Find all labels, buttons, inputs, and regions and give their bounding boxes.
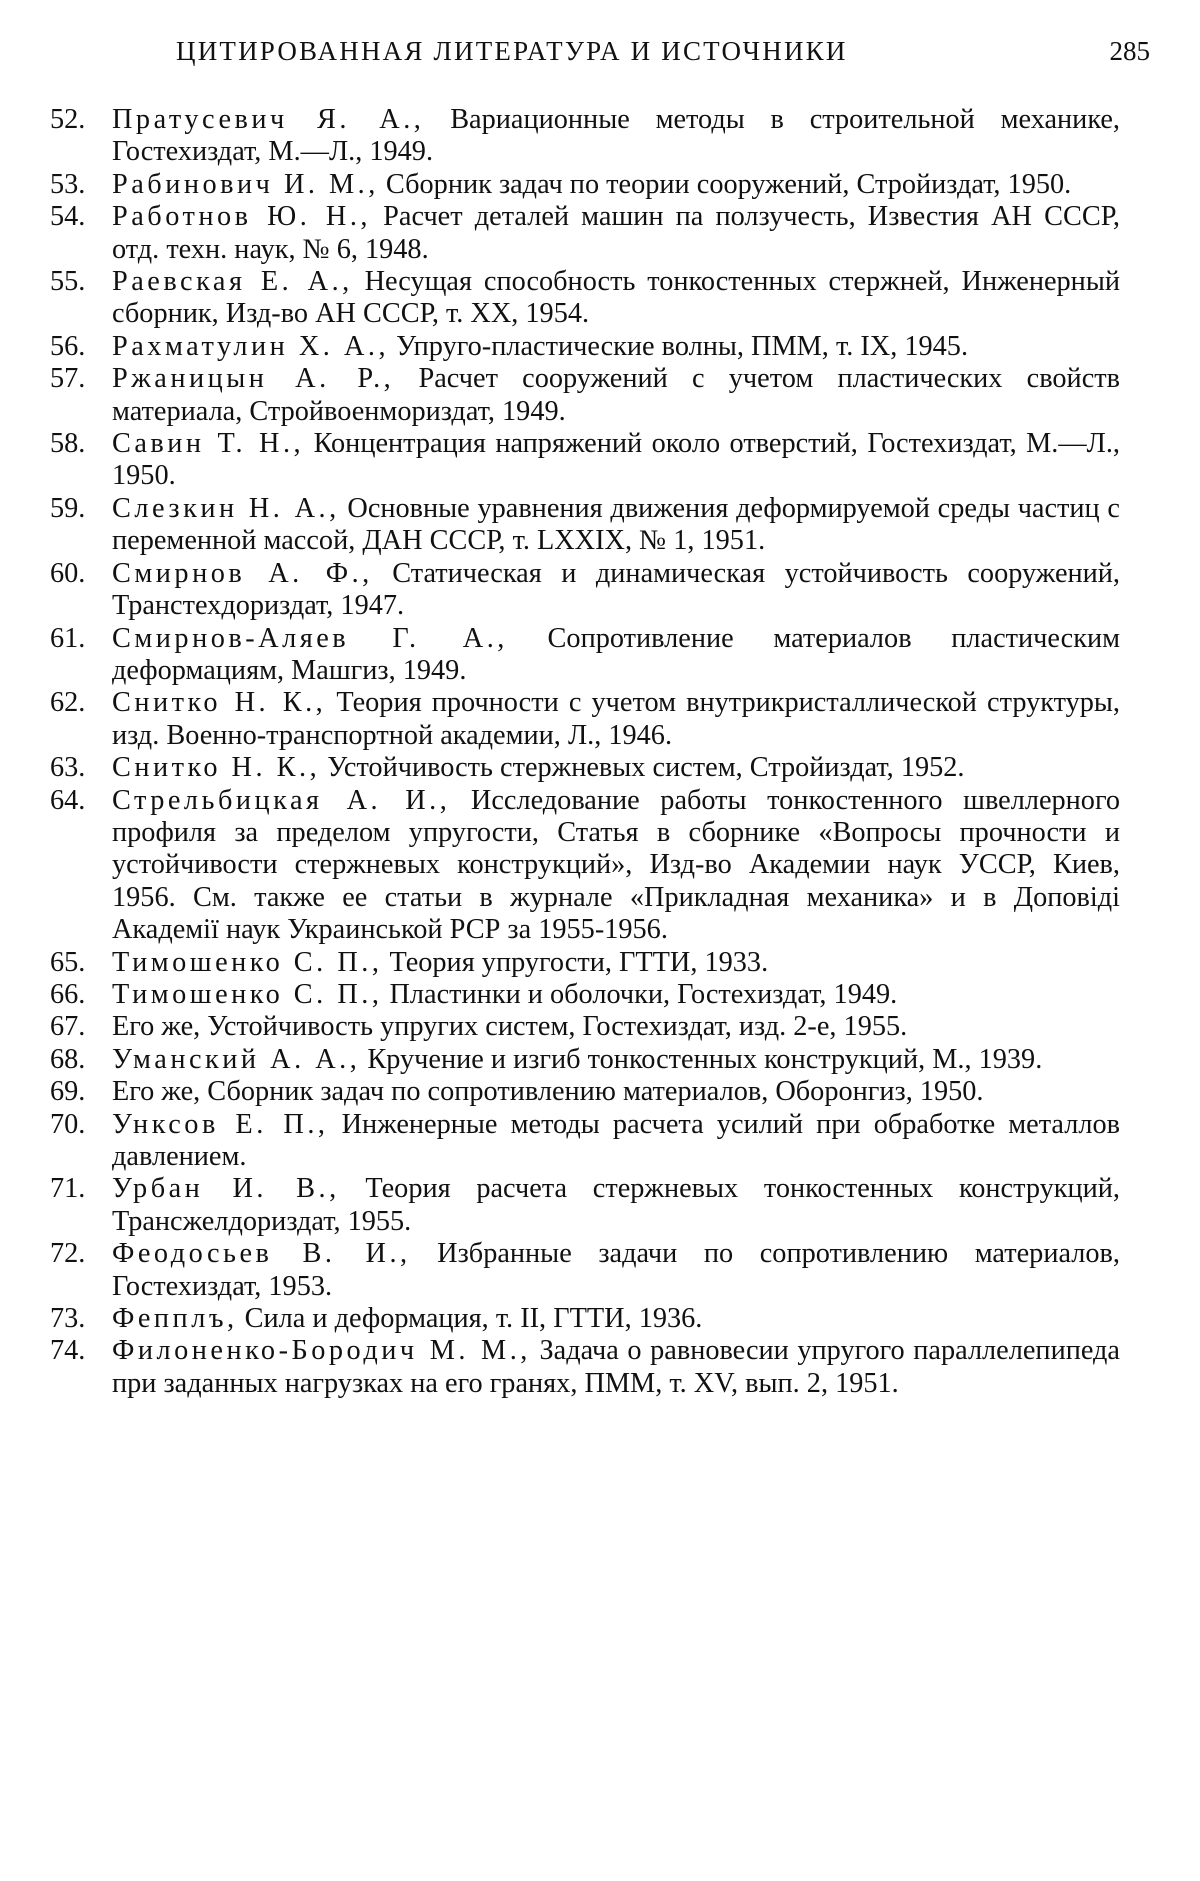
- reference-number: 54.: [50, 201, 86, 233]
- reference-text: Расчет сооружений с учетом пластических свойств материала, Стройвоенмориздат, 1949.: [112, 363, 1120, 427]
- reference-author: Рабинович И. М.,: [112, 168, 379, 200]
- reference-entry: [50, 1109, 1120, 1174]
- reference-number: 66.: [50, 978, 86, 1010]
- reference-author: Раевская Е. А.,: [112, 266, 353, 298]
- reference-author: Снитко Н. К.,: [112, 752, 321, 784]
- reference-text: Теория прочности с учетом внутрикристаллической структуры, изд. Военно-транспортной академии, Л., 1946.: [112, 687, 1120, 751]
- reference-entry: [50, 1335, 1120, 1400]
- reference-author: Работнов Ю. Н.,: [112, 201, 372, 233]
- reference-entry: [50, 558, 1120, 623]
- reference-author: Тимошенко С. П.,: [112, 946, 383, 978]
- reference-entry: [50, 104, 1120, 169]
- reference-number: 74.: [50, 1335, 86, 1367]
- reference-author: Савин Т. Н.,: [112, 428, 305, 460]
- reference-number: 72.: [50, 1238, 86, 1270]
- reference-number: 71.: [50, 1173, 86, 1205]
- reference-author: Смирнов А. Ф.,: [112, 557, 373, 589]
- reference-text: Избранные задачи по сопротивлению материалов, Гостехиздат, 1953.: [112, 1238, 1120, 1302]
- reference-number: 65.: [50, 946, 86, 978]
- reference-number: 64.: [50, 784, 86, 816]
- reference-number: 56.: [50, 330, 86, 362]
- reference-entry: [50, 687, 1120, 752]
- reference-number: 61.: [50, 622, 86, 654]
- reference-text: Его же, Устойчивость упругих систем, Гостехиздат, изд. 2-е, 1955.: [112, 1011, 908, 1043]
- reference-entry: [50, 785, 1120, 947]
- reference-entry: [50, 1238, 1120, 1303]
- reference-number: 62.: [50, 687, 86, 719]
- reference-number: 52.: [50, 104, 86, 135]
- reference-text: Пластинки и оболочки, Гостехиздат, 1949.: [382, 978, 898, 1010]
- page-number: 285: [1109, 36, 1150, 66]
- reference-entry: [50, 1011, 1120, 1043]
- reference-author: Стрельбицкая А. И.,: [112, 784, 451, 816]
- reference-text: Кручение и изгиб тонкостенных конструкций, М., 1939.: [360, 1043, 1043, 1075]
- reference-entry: [50, 266, 1120, 331]
- reference-author: Уманский А. А.,: [112, 1043, 361, 1075]
- reference-number: 59.: [50, 492, 86, 524]
- reference-number: 63.: [50, 752, 86, 784]
- reference-text: Теория упругости, ГТТИ, 1933.: [382, 946, 769, 978]
- reference-author: Рахматулин Х. А.,: [112, 330, 390, 362]
- reference-text: Инженерные методы расчета усилий при обработке металлов давлением.: [112, 1108, 1120, 1172]
- reference-author: Пратусевич Я. А.,: [112, 104, 425, 135]
- reference-entry: [50, 979, 1120, 1011]
- reference-author: Смирнов-Аляев Г. А.,: [112, 622, 508, 654]
- reference-number: 70.: [50, 1108, 86, 1140]
- reference-number: 69.: [50, 1076, 86, 1108]
- reference-text: Сборник задач по теории сооружений, Стройиздат, 1950.: [378, 168, 1072, 200]
- reference-text: Сопротивление материалов пластическим деформациям, Машгиз, 1949.: [112, 622, 1120, 686]
- reference-number: 68.: [50, 1043, 86, 1075]
- reference-entry: [50, 1076, 1120, 1108]
- reference-number: 67.: [50, 1011, 86, 1043]
- reference-text: Статическая и динамическая устойчивость сооружений, Транстехдориздат, 1947.: [112, 557, 1121, 622]
- reference-entry: [50, 363, 1120, 428]
- reference-text: Основные уравнения движения деформируемой среды частиц с переменной массой, ДАН СССР, т. LXXIX, № 1, 1951.: [112, 492, 1120, 557]
- reference-entry: [50, 947, 1120, 979]
- reference-text: Устойчивость стержневых систем, Стройиздат, 1952.: [320, 752, 965, 784]
- reference-entry: [50, 623, 1120, 688]
- reference-number: 60.: [50, 557, 86, 589]
- reference-entry: [50, 169, 1120, 201]
- reference-list: [50, 104, 1120, 1400]
- reference-number: 58.: [50, 428, 86, 460]
- reference-author: Унксов Е. П.,: [112, 1108, 329, 1140]
- reference-text: Исследование работы тонкостенного швеллерного профиля за пределом упругости, Статья в сборнике «Вопросы прочности и устойчивости стержневых конструкций», Изд-во Академии наук УССР, Киев, 1956. См. также ее статьи в журнале «Прикладная механика» и в Доповіді Академії наук Украинськой РСР за 1955-1956.: [112, 784, 1121, 946]
- running-head-title: ЦИТИРОВАННАЯ ЛИТЕРАТУРА И ИСТОЧНИКИ: [176, 36, 848, 66]
- reference-author: Феодосьев В. И.,: [112, 1238, 411, 1270]
- reference-number: 53.: [50, 168, 86, 200]
- reference-number: 55.: [50, 266, 86, 298]
- reference-text: Теория расчета стержневых тонкостенных конструкций, Трансжелдориздат, 1955.: [112, 1173, 1120, 1237]
- reference-entry: [50, 331, 1120, 363]
- reference-entry: [50, 493, 1120, 558]
- reference-entry: [50, 752, 1120, 784]
- reference-text: Несущая способность тонкостенных стержней, Инженерный сборник, Изд-во АН СССР, т. XX, 1954.: [112, 266, 1120, 330]
- reference-entry: [50, 428, 1120, 493]
- reference-number: 57.: [50, 363, 86, 395]
- reference-entry: [50, 1303, 1120, 1335]
- reference-author: Слезкин Н. А.,: [112, 492, 340, 524]
- reference-author: Тимошенко С. П.,: [112, 978, 383, 1010]
- reference-text: Концентрация напряжений около отверстий, Гостехиздат, М.—Л., 1950.: [112, 428, 1120, 492]
- reference-text: Задача о равновесии упругого параллелепипеда при заданных нагрузках на его гранях, ПММ, т. XV, вып. 2, 1951.: [112, 1335, 1120, 1399]
- reference-author: Фепплъ,: [112, 1303, 238, 1335]
- reference-text: Вариационные методы в строительной механике, Гостехиздат, М.—Л., 1949.: [112, 104, 1121, 168]
- reference-number: 73.: [50, 1303, 86, 1335]
- reference-author: Снитко Н. К.,: [112, 687, 327, 719]
- reference-entry: [50, 1173, 1120, 1238]
- reference-author: Урбан И. В.,: [112, 1173, 340, 1205]
- reference-author: Ржаницын А. Р.,: [112, 363, 395, 395]
- reference-text: Его же, Сборник задач по сопротивлению материалов, Оборонгиз, 1950.: [112, 1076, 984, 1108]
- reference-text: Расчет деталей машин па ползучесть, Известия АН СССР, отд. техн. наук, № 6, 1948.: [112, 201, 1120, 265]
- reference-text: Упруго-пластические волны, ПММ, т. IX, 1945.: [389, 330, 969, 362]
- running-head: [50, 36, 1150, 76]
- reference-entry: [50, 1044, 1120, 1076]
- reference-entry: [50, 201, 1120, 266]
- reference-author: Филоненко-Бородич М. М.,: [112, 1335, 531, 1367]
- reference-text: Сила и деформация, т. II, ГТТИ, 1936.: [237, 1303, 703, 1335]
